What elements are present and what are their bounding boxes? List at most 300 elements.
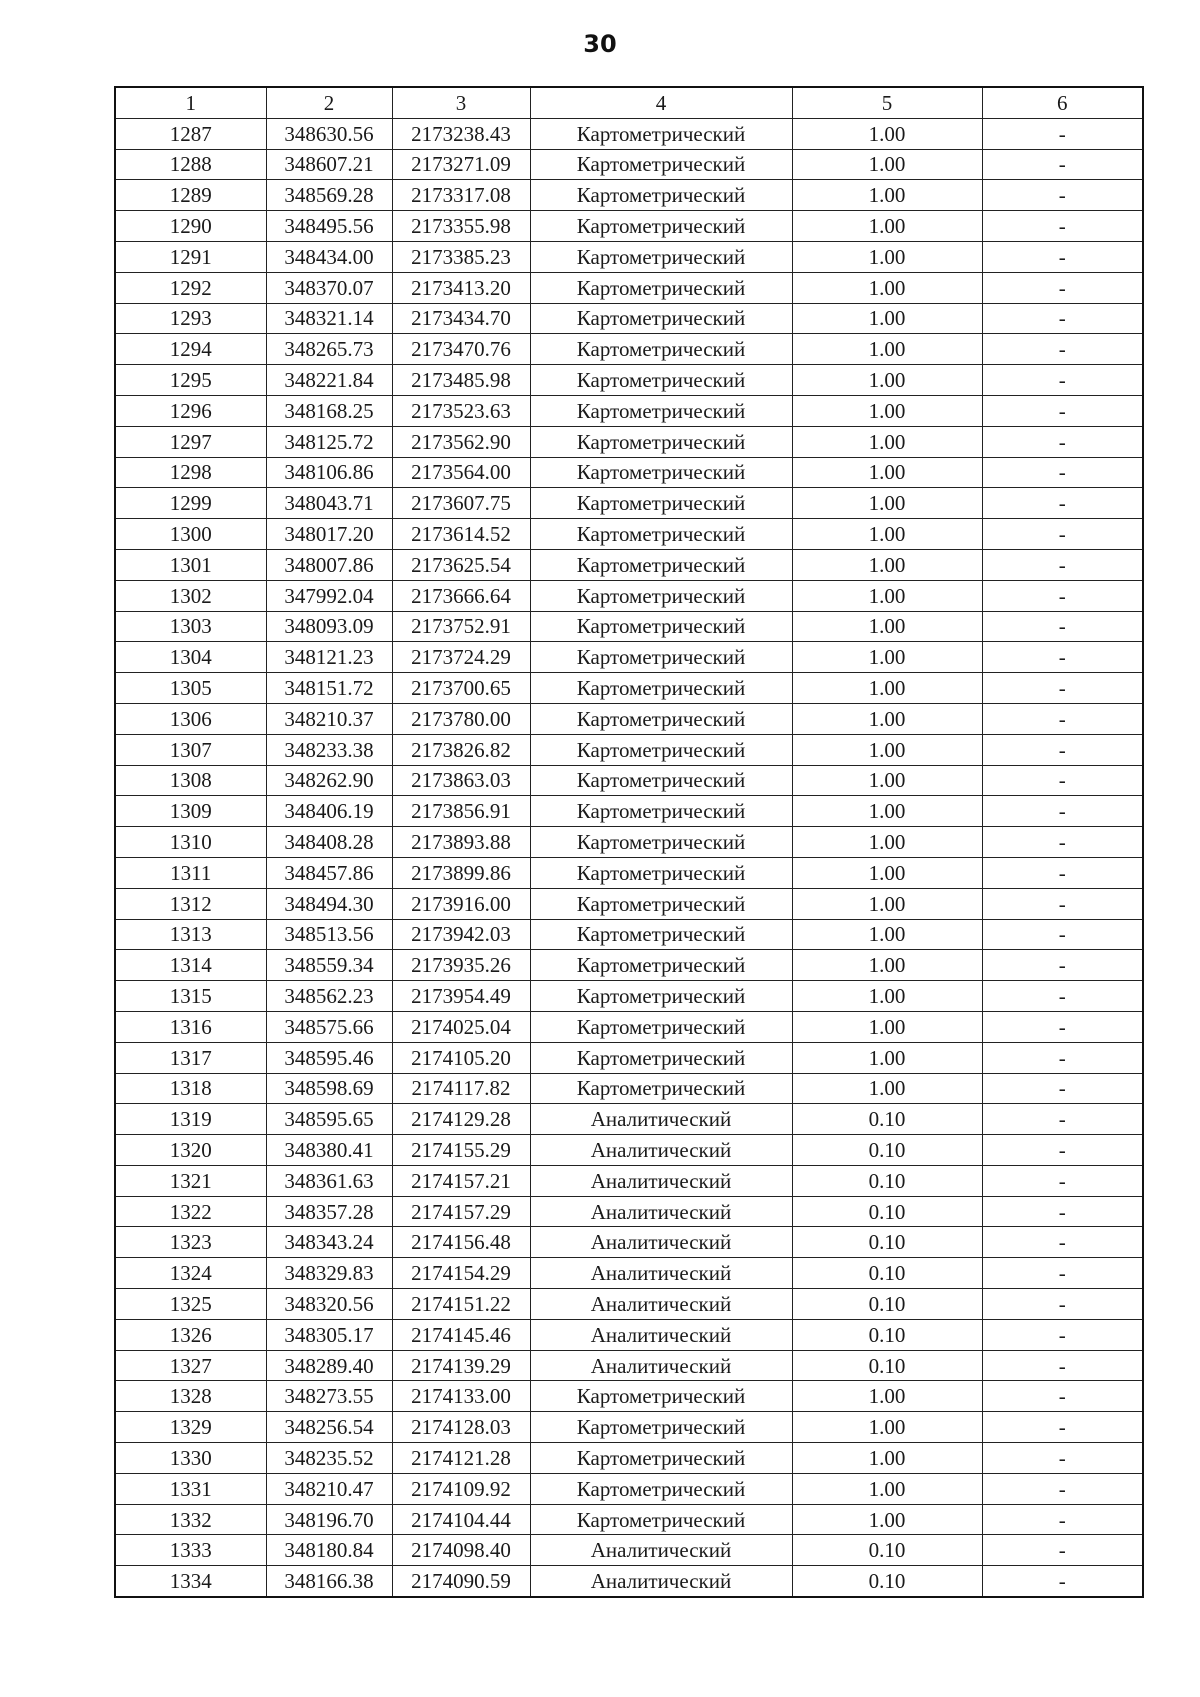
x-coordinate-cell: 348357.28 bbox=[266, 1196, 392, 1227]
y-coordinate-cell: 2173935.26 bbox=[392, 950, 530, 981]
description-cell: - bbox=[982, 1073, 1143, 1104]
x-coordinate-cell: 348434.00 bbox=[266, 241, 392, 272]
method-cell: Картометрический bbox=[530, 1381, 792, 1412]
x-coordinate-cell: 348305.17 bbox=[266, 1319, 392, 1350]
y-coordinate-cell: 2173780.00 bbox=[392, 703, 530, 734]
method-cell: Аналитический bbox=[530, 1104, 792, 1135]
x-coordinate-cell: 348151.72 bbox=[266, 673, 392, 704]
point-number-cell: 1329 bbox=[115, 1412, 266, 1443]
description-cell: - bbox=[982, 1289, 1143, 1320]
y-coordinate-cell: 2173893.88 bbox=[392, 827, 530, 858]
point-number-cell: 1296 bbox=[115, 395, 266, 426]
x-coordinate-cell: 348329.83 bbox=[266, 1258, 392, 1289]
table-row bbox=[115, 1566, 1143, 1597]
description-cell: - bbox=[982, 1381, 1143, 1412]
x-coordinate-cell: 348289.40 bbox=[266, 1350, 392, 1381]
accuracy-cell: 1.00 bbox=[792, 642, 982, 673]
description-cell: - bbox=[982, 950, 1143, 981]
table-row bbox=[115, 1042, 1143, 1073]
y-coordinate-cell: 2173523.63 bbox=[392, 395, 530, 426]
method-cell: Картометрический bbox=[530, 611, 792, 642]
point-number-cell: 1294 bbox=[115, 334, 266, 365]
accuracy-cell: 1.00 bbox=[792, 303, 982, 334]
method-cell: Картометрический bbox=[530, 149, 792, 180]
point-number-cell: 1328 bbox=[115, 1381, 266, 1412]
method-cell: Аналитический bbox=[530, 1135, 792, 1166]
method-cell: Аналитический bbox=[530, 1350, 792, 1381]
x-coordinate-cell: 348043.71 bbox=[266, 488, 392, 519]
description-cell: - bbox=[982, 149, 1143, 180]
x-coordinate-cell: 348457.86 bbox=[266, 857, 392, 888]
method-cell: Аналитический bbox=[530, 1258, 792, 1289]
method-cell: Аналитический bbox=[530, 1535, 792, 1566]
method-cell: Картометрический bbox=[530, 241, 792, 272]
table-row bbox=[115, 611, 1143, 642]
table-row bbox=[115, 395, 1143, 426]
method-cell: Картометрический bbox=[530, 1473, 792, 1504]
y-coordinate-cell: 2173942.03 bbox=[392, 919, 530, 950]
accuracy-cell: 1.00 bbox=[792, 272, 982, 303]
table-row bbox=[115, 1319, 1143, 1350]
method-cell: Картометрический bbox=[530, 1412, 792, 1443]
x-coordinate-cell: 348370.07 bbox=[266, 272, 392, 303]
y-coordinate-cell: 2174156.48 bbox=[392, 1227, 530, 1258]
method-cell: Аналитический bbox=[530, 1165, 792, 1196]
y-coordinate-cell: 2173863.03 bbox=[392, 765, 530, 796]
point-number-cell: 1321 bbox=[115, 1165, 266, 1196]
y-coordinate-cell: 2173434.70 bbox=[392, 303, 530, 334]
point-number-cell: 1300 bbox=[115, 519, 266, 550]
description-cell: - bbox=[982, 1504, 1143, 1535]
column-header: 5 bbox=[792, 87, 982, 118]
accuracy-cell: 1.00 bbox=[792, 549, 982, 580]
y-coordinate-cell: 2173317.08 bbox=[392, 180, 530, 211]
y-coordinate-cell: 2174139.29 bbox=[392, 1350, 530, 1381]
description-cell: - bbox=[982, 703, 1143, 734]
description-cell: - bbox=[982, 1566, 1143, 1597]
point-number-cell: 1330 bbox=[115, 1443, 266, 1474]
y-coordinate-cell: 2173470.76 bbox=[392, 334, 530, 365]
description-cell: - bbox=[982, 241, 1143, 272]
table-row bbox=[115, 1412, 1143, 1443]
description-cell: - bbox=[982, 303, 1143, 334]
description-cell: - bbox=[982, 1104, 1143, 1135]
accuracy-cell: 1.00 bbox=[792, 519, 982, 550]
accuracy-cell: 0.10 bbox=[792, 1227, 982, 1258]
description-cell: - bbox=[982, 488, 1143, 519]
table-row bbox=[115, 1227, 1143, 1258]
accuracy-cell: 1.00 bbox=[792, 211, 982, 242]
accuracy-cell: 1.00 bbox=[792, 488, 982, 519]
accuracy-cell: 1.00 bbox=[792, 950, 982, 981]
accuracy-cell: 1.00 bbox=[792, 796, 982, 827]
table-body bbox=[115, 118, 1143, 1597]
method-cell: Аналитический bbox=[530, 1227, 792, 1258]
method-cell: Картометрический bbox=[530, 703, 792, 734]
table-row bbox=[115, 549, 1143, 580]
description-cell: - bbox=[982, 611, 1143, 642]
accuracy-cell: 1.00 bbox=[792, 1011, 982, 1042]
x-coordinate-cell: 348408.28 bbox=[266, 827, 392, 858]
x-coordinate-cell: 348121.23 bbox=[266, 642, 392, 673]
table-row bbox=[115, 950, 1143, 981]
table-row bbox=[115, 180, 1143, 211]
description-cell: - bbox=[982, 857, 1143, 888]
table-row bbox=[115, 149, 1143, 180]
x-coordinate-cell: 348256.54 bbox=[266, 1412, 392, 1443]
page-number: 30 bbox=[583, 30, 617, 58]
table-row bbox=[115, 919, 1143, 950]
method-cell: Аналитический bbox=[530, 1566, 792, 1597]
table-row bbox=[115, 1535, 1143, 1566]
description-cell: - bbox=[982, 827, 1143, 858]
accuracy-cell: 1.00 bbox=[792, 457, 982, 488]
method-cell: Картометрический bbox=[530, 827, 792, 858]
accuracy-cell: 1.00 bbox=[792, 888, 982, 919]
point-number-cell: 1324 bbox=[115, 1258, 266, 1289]
point-number-cell: 1293 bbox=[115, 303, 266, 334]
point-number-cell: 1312 bbox=[115, 888, 266, 919]
x-coordinate-cell: 348380.41 bbox=[266, 1135, 392, 1166]
y-coordinate-cell: 2174157.21 bbox=[392, 1165, 530, 1196]
table-row bbox=[115, 1135, 1143, 1166]
table-row bbox=[115, 303, 1143, 334]
table-row bbox=[115, 1258, 1143, 1289]
table-row bbox=[115, 1011, 1143, 1042]
description-cell: - bbox=[982, 1443, 1143, 1474]
point-number-cell: 1297 bbox=[115, 426, 266, 457]
method-cell: Картометрический bbox=[530, 211, 792, 242]
table-row bbox=[115, 796, 1143, 827]
point-number-cell: 1316 bbox=[115, 1011, 266, 1042]
accuracy-cell: 1.00 bbox=[792, 580, 982, 611]
description-cell: - bbox=[982, 796, 1143, 827]
method-cell: Картометрический bbox=[530, 642, 792, 673]
x-coordinate-cell: 348595.65 bbox=[266, 1104, 392, 1135]
accuracy-cell: 1.00 bbox=[792, 1381, 982, 1412]
x-coordinate-cell: 348017.20 bbox=[266, 519, 392, 550]
description-cell: - bbox=[982, 888, 1143, 919]
y-coordinate-cell: 2173724.29 bbox=[392, 642, 530, 673]
description-cell: - bbox=[982, 1011, 1143, 1042]
x-coordinate-cell: 348569.28 bbox=[266, 180, 392, 211]
point-number-cell: 1305 bbox=[115, 673, 266, 704]
y-coordinate-cell: 2173752.91 bbox=[392, 611, 530, 642]
y-coordinate-cell: 2173954.49 bbox=[392, 981, 530, 1012]
method-cell: Картометрический bbox=[530, 519, 792, 550]
x-coordinate-cell: 348235.52 bbox=[266, 1443, 392, 1474]
point-number-cell: 1319 bbox=[115, 1104, 266, 1135]
accuracy-cell: 1.00 bbox=[792, 1443, 982, 1474]
accuracy-cell: 0.10 bbox=[792, 1289, 982, 1320]
point-number-cell: 1292 bbox=[115, 272, 266, 303]
accuracy-cell: 1.00 bbox=[792, 857, 982, 888]
x-coordinate-cell: 348265.73 bbox=[266, 334, 392, 365]
y-coordinate-cell: 2173271.09 bbox=[392, 149, 530, 180]
table-row bbox=[115, 673, 1143, 704]
point-number-cell: 1301 bbox=[115, 549, 266, 580]
table-header-row bbox=[115, 87, 1143, 118]
method-cell: Картометрический bbox=[530, 272, 792, 303]
x-coordinate-cell: 348196.70 bbox=[266, 1504, 392, 1535]
point-number-cell: 1334 bbox=[115, 1566, 266, 1597]
accuracy-cell: 0.10 bbox=[792, 1196, 982, 1227]
table-row bbox=[115, 365, 1143, 396]
y-coordinate-cell: 2173625.54 bbox=[392, 549, 530, 580]
point-number-cell: 1302 bbox=[115, 580, 266, 611]
method-cell: Картометрический bbox=[530, 580, 792, 611]
accuracy-cell: 0.10 bbox=[792, 1535, 982, 1566]
table-row bbox=[115, 118, 1143, 149]
y-coordinate-cell: 2174155.29 bbox=[392, 1135, 530, 1166]
point-number-cell: 1304 bbox=[115, 642, 266, 673]
point-number-cell: 1332 bbox=[115, 1504, 266, 1535]
y-coordinate-cell: 2174104.44 bbox=[392, 1504, 530, 1535]
x-coordinate-cell: 348494.30 bbox=[266, 888, 392, 919]
accuracy-cell: 1.00 bbox=[792, 426, 982, 457]
accuracy-cell: 1.00 bbox=[792, 765, 982, 796]
column-header: 4 bbox=[530, 87, 792, 118]
accuracy-cell: 1.00 bbox=[792, 919, 982, 950]
column-header: 2 bbox=[266, 87, 392, 118]
method-cell: Картометрический bbox=[530, 549, 792, 580]
y-coordinate-cell: 2173826.82 bbox=[392, 734, 530, 765]
y-coordinate-cell: 2173614.52 bbox=[392, 519, 530, 550]
description-cell: - bbox=[982, 1350, 1143, 1381]
method-cell: Картометрический bbox=[530, 1073, 792, 1104]
table-row bbox=[115, 1165, 1143, 1196]
y-coordinate-cell: 2174154.29 bbox=[392, 1258, 530, 1289]
point-number-cell: 1310 bbox=[115, 827, 266, 858]
description-cell: - bbox=[982, 981, 1143, 1012]
point-number-cell: 1307 bbox=[115, 734, 266, 765]
y-coordinate-cell: 2173564.00 bbox=[392, 457, 530, 488]
table-row bbox=[115, 1289, 1143, 1320]
accuracy-cell: 0.10 bbox=[792, 1258, 982, 1289]
point-number-cell: 1309 bbox=[115, 796, 266, 827]
column-header: 1 bbox=[115, 87, 266, 118]
x-coordinate-cell: 348598.69 bbox=[266, 1073, 392, 1104]
method-cell: Картометрический bbox=[530, 796, 792, 827]
table-row bbox=[115, 519, 1143, 550]
point-number-cell: 1331 bbox=[115, 1473, 266, 1504]
point-number-cell: 1311 bbox=[115, 857, 266, 888]
x-coordinate-cell: 348180.84 bbox=[266, 1535, 392, 1566]
description-cell: - bbox=[982, 580, 1143, 611]
description-cell: - bbox=[982, 365, 1143, 396]
x-coordinate-cell: 348495.56 bbox=[266, 211, 392, 242]
description-cell: - bbox=[982, 919, 1143, 950]
point-number-cell: 1327 bbox=[115, 1350, 266, 1381]
column-header: 3 bbox=[392, 87, 530, 118]
y-coordinate-cell: 2173666.64 bbox=[392, 580, 530, 611]
table-row bbox=[115, 888, 1143, 919]
y-coordinate-cell: 2173355.98 bbox=[392, 211, 530, 242]
method-cell: Картометрический bbox=[530, 1042, 792, 1073]
x-coordinate-cell: 348233.38 bbox=[266, 734, 392, 765]
table-row bbox=[115, 1350, 1143, 1381]
method-cell: Картометрический bbox=[530, 118, 792, 149]
description-cell: - bbox=[982, 211, 1143, 242]
x-coordinate-cell: 348262.90 bbox=[266, 765, 392, 796]
description-cell: - bbox=[982, 642, 1143, 673]
x-coordinate-cell: 348221.84 bbox=[266, 365, 392, 396]
description-cell: - bbox=[982, 1319, 1143, 1350]
table-row bbox=[115, 580, 1143, 611]
method-cell: Картометрический bbox=[530, 303, 792, 334]
method-cell: Картометрический bbox=[530, 673, 792, 704]
x-coordinate-cell: 348210.37 bbox=[266, 703, 392, 734]
description-cell: - bbox=[982, 457, 1143, 488]
method-cell: Картометрический bbox=[530, 488, 792, 519]
description-cell: - bbox=[982, 765, 1143, 796]
point-number-cell: 1320 bbox=[115, 1135, 266, 1166]
accuracy-cell: 1.00 bbox=[792, 734, 982, 765]
y-coordinate-cell: 2174145.46 bbox=[392, 1319, 530, 1350]
table-row bbox=[115, 703, 1143, 734]
point-number-cell: 1291 bbox=[115, 241, 266, 272]
point-number-cell: 1288 bbox=[115, 149, 266, 180]
accuracy-cell: 1.00 bbox=[792, 1473, 982, 1504]
method-cell: Картометрический bbox=[530, 734, 792, 765]
accuracy-cell: 1.00 bbox=[792, 334, 982, 365]
method-cell: Картометрический bbox=[530, 950, 792, 981]
y-coordinate-cell: 2174098.40 bbox=[392, 1535, 530, 1566]
accuracy-cell: 1.00 bbox=[792, 1504, 982, 1535]
method-cell: Картометрический bbox=[530, 457, 792, 488]
description-cell: - bbox=[982, 272, 1143, 303]
y-coordinate-cell: 2173916.00 bbox=[392, 888, 530, 919]
point-number-cell: 1323 bbox=[115, 1227, 266, 1258]
point-number-cell: 1303 bbox=[115, 611, 266, 642]
y-coordinate-cell: 2174090.59 bbox=[392, 1566, 530, 1597]
y-coordinate-cell: 2173385.23 bbox=[392, 241, 530, 272]
table-row bbox=[115, 488, 1143, 519]
description-cell: - bbox=[982, 180, 1143, 211]
y-coordinate-cell: 2174129.28 bbox=[392, 1104, 530, 1135]
method-cell: Картометрический bbox=[530, 888, 792, 919]
x-coordinate-cell: 348562.23 bbox=[266, 981, 392, 1012]
description-cell: - bbox=[982, 1535, 1143, 1566]
table-row bbox=[115, 1196, 1143, 1227]
x-coordinate-cell: 348273.55 bbox=[266, 1381, 392, 1412]
accuracy-cell: 1.00 bbox=[792, 703, 982, 734]
table-row bbox=[115, 1504, 1143, 1535]
y-coordinate-cell: 2174133.00 bbox=[392, 1381, 530, 1412]
point-number-cell: 1289 bbox=[115, 180, 266, 211]
table-row bbox=[115, 1073, 1143, 1104]
description-cell: - bbox=[982, 1412, 1143, 1443]
table-row bbox=[115, 827, 1143, 858]
description-cell: - bbox=[982, 118, 1143, 149]
point-number-cell: 1287 bbox=[115, 118, 266, 149]
point-number-cell: 1322 bbox=[115, 1196, 266, 1227]
y-coordinate-cell: 2173413.20 bbox=[392, 272, 530, 303]
accuracy-cell: 0.10 bbox=[792, 1566, 982, 1597]
method-cell: Аналитический bbox=[530, 1319, 792, 1350]
x-coordinate-cell: 348575.66 bbox=[266, 1011, 392, 1042]
y-coordinate-cell: 2174105.20 bbox=[392, 1042, 530, 1073]
table-row bbox=[115, 642, 1143, 673]
point-number-cell: 1325 bbox=[115, 1289, 266, 1320]
accuracy-cell: 1.00 bbox=[792, 611, 982, 642]
y-coordinate-cell: 2173899.86 bbox=[392, 857, 530, 888]
method-cell: Аналитический bbox=[530, 1196, 792, 1227]
y-coordinate-cell: 2173700.65 bbox=[392, 673, 530, 704]
table-row bbox=[115, 272, 1143, 303]
x-coordinate-cell: 348321.14 bbox=[266, 303, 392, 334]
table-row bbox=[115, 857, 1143, 888]
description-cell: - bbox=[982, 549, 1143, 580]
point-number-cell: 1314 bbox=[115, 950, 266, 981]
accuracy-cell: 1.00 bbox=[792, 673, 982, 704]
x-coordinate-cell: 348513.56 bbox=[266, 919, 392, 950]
point-number-cell: 1298 bbox=[115, 457, 266, 488]
description-cell: - bbox=[982, 1258, 1143, 1289]
description-cell: - bbox=[982, 1196, 1143, 1227]
method-cell: Картометрический bbox=[530, 1011, 792, 1042]
point-number-cell: 1317 bbox=[115, 1042, 266, 1073]
accuracy-cell: 1.00 bbox=[792, 981, 982, 1012]
description-cell: - bbox=[982, 1227, 1143, 1258]
description-cell: - bbox=[982, 673, 1143, 704]
accuracy-cell: 1.00 bbox=[792, 1412, 982, 1443]
accuracy-cell: 1.00 bbox=[792, 149, 982, 180]
table-row bbox=[115, 1381, 1143, 1412]
accuracy-cell: 1.00 bbox=[792, 180, 982, 211]
description-cell: - bbox=[982, 734, 1143, 765]
coordinates-table bbox=[114, 86, 1144, 1598]
accuracy-cell: 1.00 bbox=[792, 827, 982, 858]
y-coordinate-cell: 2173607.75 bbox=[392, 488, 530, 519]
accuracy-cell: 0.10 bbox=[792, 1104, 982, 1135]
point-number-cell: 1318 bbox=[115, 1073, 266, 1104]
description-cell: - bbox=[982, 426, 1143, 457]
table-row bbox=[115, 734, 1143, 765]
table-row bbox=[115, 1104, 1143, 1135]
x-coordinate-cell: 348125.72 bbox=[266, 426, 392, 457]
y-coordinate-cell: 2174117.82 bbox=[392, 1073, 530, 1104]
y-coordinate-cell: 2173238.43 bbox=[392, 118, 530, 149]
method-cell: Картометрический bbox=[530, 180, 792, 211]
y-coordinate-cell: 2173856.91 bbox=[392, 796, 530, 827]
x-coordinate-cell: 348343.24 bbox=[266, 1227, 392, 1258]
accuracy-cell: 1.00 bbox=[792, 395, 982, 426]
method-cell: Картометрический bbox=[530, 919, 792, 950]
method-cell: Картометрический bbox=[530, 857, 792, 888]
point-number-cell: 1299 bbox=[115, 488, 266, 519]
y-coordinate-cell: 2174025.04 bbox=[392, 1011, 530, 1042]
accuracy-cell: 1.00 bbox=[792, 118, 982, 149]
method-cell: Картометрический bbox=[530, 395, 792, 426]
point-number-cell: 1295 bbox=[115, 365, 266, 396]
accuracy-cell: 1.00 bbox=[792, 1042, 982, 1073]
point-number-cell: 1306 bbox=[115, 703, 266, 734]
point-number-cell: 1315 bbox=[115, 981, 266, 1012]
y-coordinate-cell: 2174128.03 bbox=[392, 1412, 530, 1443]
x-coordinate-cell: 348320.56 bbox=[266, 1289, 392, 1320]
x-coordinate-cell: 348361.63 bbox=[266, 1165, 392, 1196]
point-number-cell: 1290 bbox=[115, 211, 266, 242]
accuracy-cell: 1.00 bbox=[792, 1073, 982, 1104]
x-coordinate-cell: 348093.09 bbox=[266, 611, 392, 642]
method-cell: Картометрический bbox=[530, 981, 792, 1012]
table-row bbox=[115, 241, 1143, 272]
method-cell: Картометрический bbox=[530, 365, 792, 396]
description-cell: - bbox=[982, 395, 1143, 426]
column-header: 6 bbox=[982, 87, 1143, 118]
description-cell: - bbox=[982, 1042, 1143, 1073]
